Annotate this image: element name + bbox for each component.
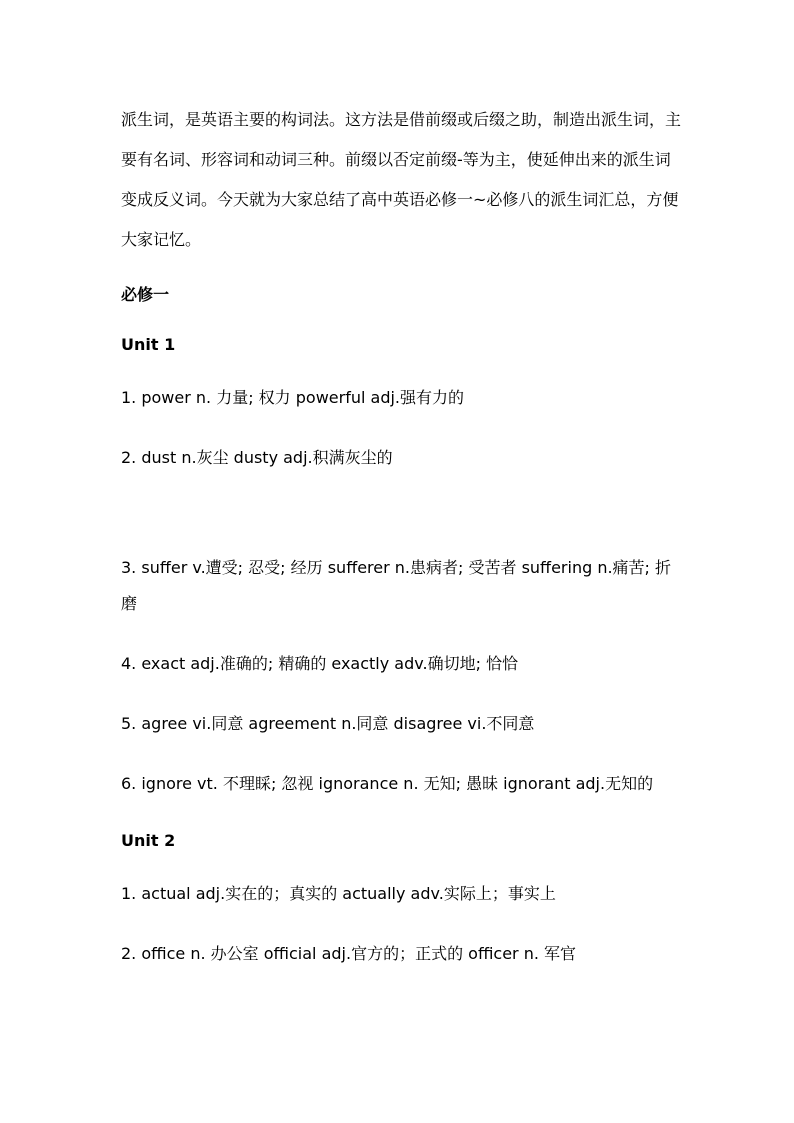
document-page: [121, 100, 681, 996]
section-title: 必修一: [121, 285, 170, 304]
unit-block-1: [121, 330, 681, 802]
vocab-entry: 3. suffer v.遭受; 忍受; 经历 sufferer n.患病者; 受苦者 suffering n.痛苦; 折磨: [121, 558, 672, 613]
unit-block-2: [121, 826, 681, 972]
vocab-entry: 2. dust n.灰尘 dusty adj.积满灰尘的: [121, 448, 393, 467]
vocab-entry: 1. actual adj.实在的；真实的 actually adv.实际上；事实上: [121, 884, 556, 903]
vocab-entry: 1. power n. 力量; 权力 powerful adj.强有力的: [121, 388, 465, 407]
vocab-entry: 2. office n. 办公室 official adj.官方的；正式的 officer n. 军官: [121, 944, 577, 963]
unit-title: Unit 2: [121, 831, 176, 850]
intro-paragraph: 派生词，是英语主要的构词法。这方法是借前缀或后缀之助，制造出派生词，主要有名词、形容词和动词三种。前缀以否定前缀-等为主，使延伸出来的派生词变成反义词。今天就为大家总结了高中英语必修一~必修八的派生词汇总，方便大家记忆。: [121, 110, 682, 249]
vocab-entry: 6. ignore vt. 不理睬; 忽视 ignorance n. 无知; 愚昧 ignorant adj.无知的: [121, 774, 654, 793]
vocab-entry: 4. exact adj.准确的; 精确的 exactly adv.确切地; 恰恰: [121, 654, 519, 673]
vocab-entry: 5. agree vi.同意 agreement n.同意 disagree vi.不同意: [121, 714, 535, 733]
unit-title: Unit 1: [121, 335, 176, 354]
